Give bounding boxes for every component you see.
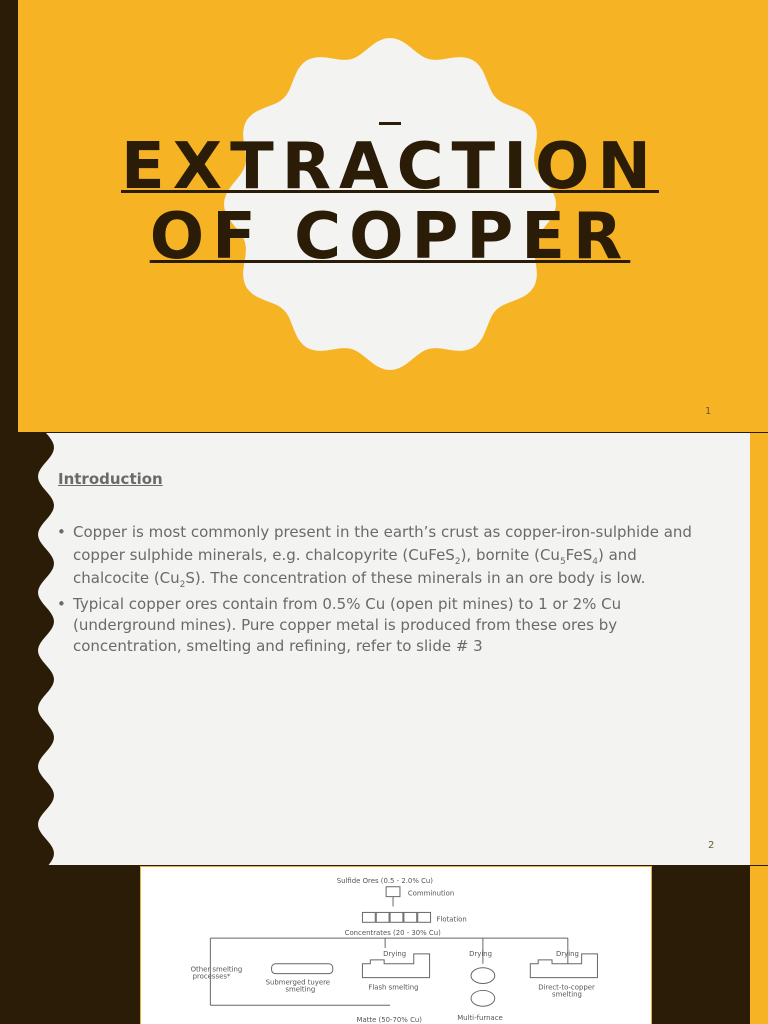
subscript: 5 bbox=[559, 557, 566, 567]
subscript: 4 bbox=[592, 557, 598, 567]
page-title bbox=[0, 132, 768, 272]
right-accent-strip bbox=[750, 866, 768, 1024]
text-run: FeS bbox=[565, 546, 593, 564]
text-run: S). The concentration of these minerals in an ore body is low. bbox=[185, 569, 646, 587]
wavy-left-border bbox=[0, 433, 60, 865]
title-line-2: OF COPPER bbox=[149, 200, 631, 274]
direct-smelting-label: smelting bbox=[552, 990, 582, 999]
drying-label: Drying bbox=[383, 949, 407, 958]
text-run: ) and chalcocite (Cu bbox=[73, 546, 637, 587]
bullet-dot: • bbox=[57, 523, 66, 541]
bullet-list bbox=[55, 521, 705, 661]
text-run: Typical copper ores contain from 0.5% Cu (open pit mines) to 1 or 2% Cu (underground mines). Pure copper metal is produced from these ores by concentration, smelting and refining, refer to slide # 3 bbox=[73, 595, 622, 655]
bullet-dot: • bbox=[57, 595, 66, 613]
introduction-slide bbox=[0, 433, 768, 865]
multi-furnace-icon bbox=[471, 968, 495, 984]
flotation-cells-icon bbox=[362, 912, 430, 922]
title-dash bbox=[379, 122, 401, 125]
section-heading: Introduction bbox=[58, 470, 163, 488]
flash-smelting-label: Flash smelting bbox=[368, 983, 419, 992]
subscript: 2 bbox=[454, 557, 461, 567]
crusher-icon bbox=[386, 887, 400, 897]
submerged-label: Submerged tuyere bbox=[265, 978, 331, 987]
list-item bbox=[55, 594, 705, 657]
comminution-label: Comminution bbox=[407, 889, 455, 898]
slide-number: 2 bbox=[708, 840, 715, 851]
multi-furnace-icon bbox=[471, 990, 495, 1006]
wavy-left-border bbox=[0, 866, 60, 1024]
matte-label: Matte (50-70% Cu) bbox=[356, 1016, 422, 1024]
concentrates-label: Concentrates (20 - 30% Cu) bbox=[344, 929, 441, 938]
drying-label: Drying bbox=[469, 949, 493, 958]
tuyere-furnace-icon bbox=[272, 964, 333, 974]
submerged-label: smelting bbox=[285, 985, 316, 994]
flotation-label: Flotation bbox=[436, 915, 467, 924]
multi-furnace-label: Multi-furnace bbox=[457, 1014, 503, 1023]
process-flowchart bbox=[140, 866, 652, 1024]
ores-label: Sulfide Ores (0.5 - 2.0% Cu) bbox=[336, 876, 433, 885]
drying-label: Drying bbox=[555, 949, 579, 958]
direct-smelting-label: Direct-to-copper bbox=[538, 983, 595, 992]
other-processes-label: processes* bbox=[192, 972, 231, 981]
subscript: 2 bbox=[179, 580, 186, 590]
title-line-1: EXTRACTION bbox=[121, 130, 659, 204]
right-accent-strip bbox=[750, 433, 768, 865]
list-item bbox=[55, 521, 705, 590]
other-processes-label: Other smelting bbox=[190, 965, 243, 974]
title-slide bbox=[0, 0, 768, 432]
flowchart-slide bbox=[0, 866, 768, 1024]
text-run: Copper is most commonly present in the earth’s crust as copper-iron-sulphide and copper sulphide minerals, e.g. chalcopyrite (CuFeS bbox=[73, 523, 692, 564]
text-run: ), bornite (Cu bbox=[460, 546, 560, 564]
slide-number: 1 bbox=[705, 406, 712, 417]
